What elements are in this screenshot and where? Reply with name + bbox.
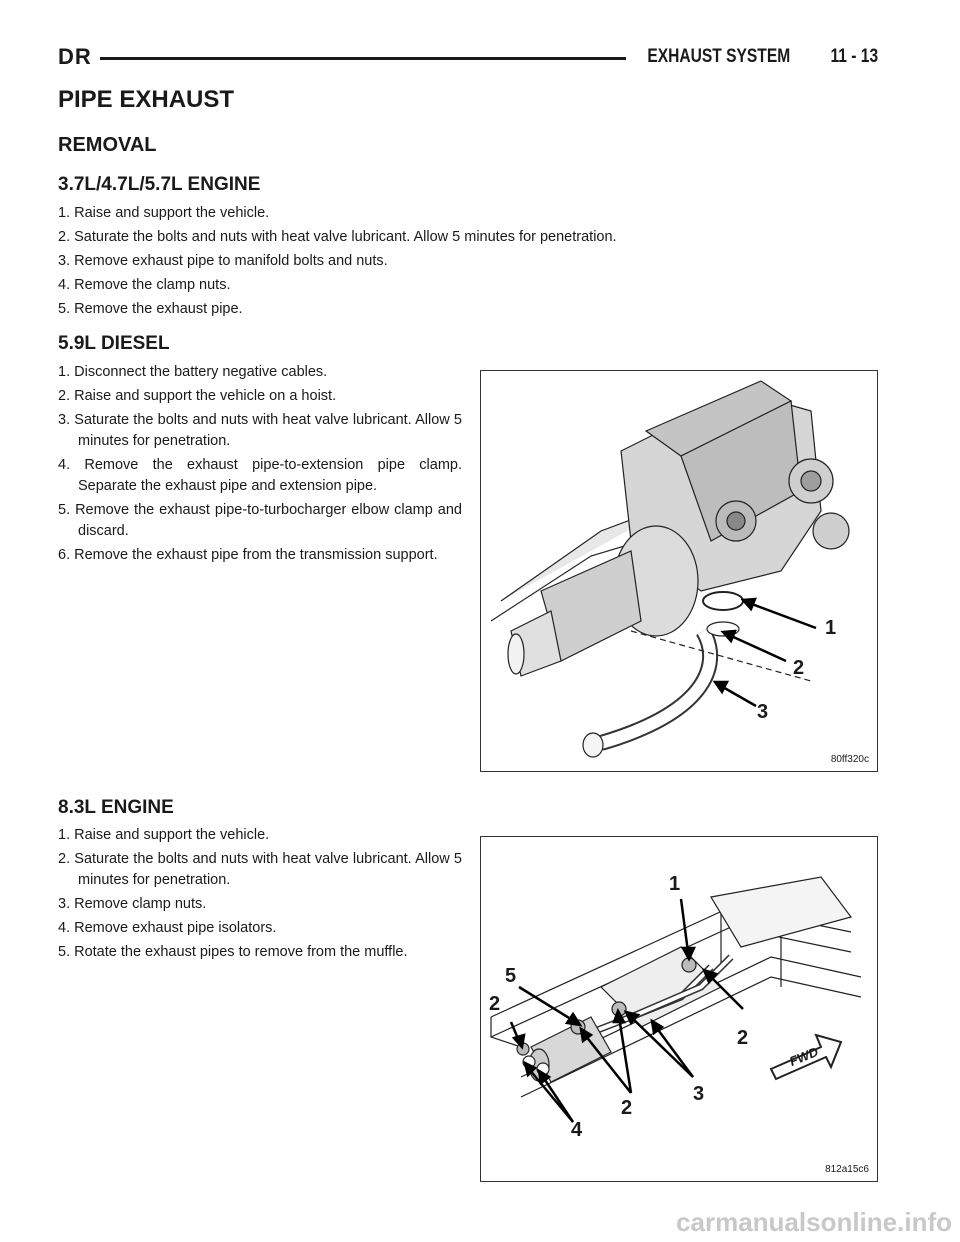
- callout-1: 1: [669, 873, 681, 895]
- callout-4: 4: [571, 1119, 583, 1141]
- page-number: 11 - 13: [830, 46, 878, 67]
- callout-2: 2: [793, 657, 805, 679]
- engine-37-heading: 3.7L/4.7L/5.7L ENGINE: [58, 174, 261, 195]
- diesel-heading: 5.9L DIESEL: [58, 333, 170, 354]
- engine-37-step: 5. Remove the exhaust pipe.: [58, 301, 243, 317]
- removal-heading: REMOVAL: [58, 134, 157, 156]
- engine-37-step: 1. Raise and support the vehicle.: [58, 205, 270, 221]
- callout-3: 3: [693, 1083, 705, 1105]
- callout-2-bottom: 2: [621, 1097, 633, 1119]
- page-title: PIPE EXHAUST: [58, 86, 235, 113]
- engine-transmission-illustration: [481, 371, 877, 771]
- diesel-step: 3. Saturate the bolts and nuts with heat valve lubricant. Allow 5 minutes for penetration.: [58, 412, 462, 449]
- engine-83-heading: 8.3L ENGINE: [58, 797, 174, 818]
- diesel-step: 4. Remove the exhaust pipe-to-extension pipe clamp. Separate the exhaust pipe and extension pipe.: [58, 457, 462, 494]
- watermark: carmanualsonline.info: [676, 1207, 952, 1237]
- page-header: [58, 44, 878, 72]
- callout-2-left: 2: [489, 993, 501, 1015]
- engine-37-step: 2. Saturate the bolts and nuts with heat valve lubricant. Allow 5 minutes for penetration.: [58, 229, 617, 245]
- diesel-step: 1. Disconnect the battery negative cables.: [58, 364, 328, 380]
- engine-83-step: 5. Rotate the exhaust pipes to remove from the muffle.: [58, 944, 408, 960]
- brand-code: DR: [58, 44, 92, 69]
- chassis-exhaust-figure: [480, 836, 878, 1182]
- diesel-step: 2. Raise and support the vehicle on a hoist.: [58, 388, 337, 404]
- callout-5: 5: [505, 965, 517, 987]
- figure-code: 812a15c6: [825, 1164, 869, 1175]
- figure-code: 80ff320c: [830, 754, 869, 765]
- header-rule: [100, 57, 626, 60]
- engine-37-step: 3. Remove exhaust pipe to manifold bolts and nuts.: [58, 253, 388, 269]
- diesel-step: 5. Remove the exhaust pipe-to-turbocharger elbow clamp and discard.: [58, 502, 462, 539]
- engine-83-step: 4. Remove exhaust pipe isolators.: [58, 920, 277, 936]
- callout-3: 3: [757, 701, 769, 723]
- fwd-label: FWD: [787, 1044, 821, 1069]
- diesel-engine-figure: [480, 370, 878, 772]
- engine-37-step: 4. Remove the clamp nuts.: [58, 277, 231, 293]
- callout-2-right: 2: [737, 1027, 749, 1049]
- section-title: EXHAUST SYSTEM: [647, 46, 790, 67]
- callout-1: 1: [825, 617, 837, 639]
- engine-83-step: 2. Saturate the bolts and nuts with heat valve lubricant. Allow 5 minutes for penetration.: [58, 851, 462, 888]
- engine-83-step: 3. Remove clamp nuts.: [58, 896, 207, 912]
- diesel-step: 6. Remove the exhaust pipe from the transmission support.: [58, 547, 438, 563]
- engine-83-step: 1. Raise and support the vehicle.: [58, 827, 270, 843]
